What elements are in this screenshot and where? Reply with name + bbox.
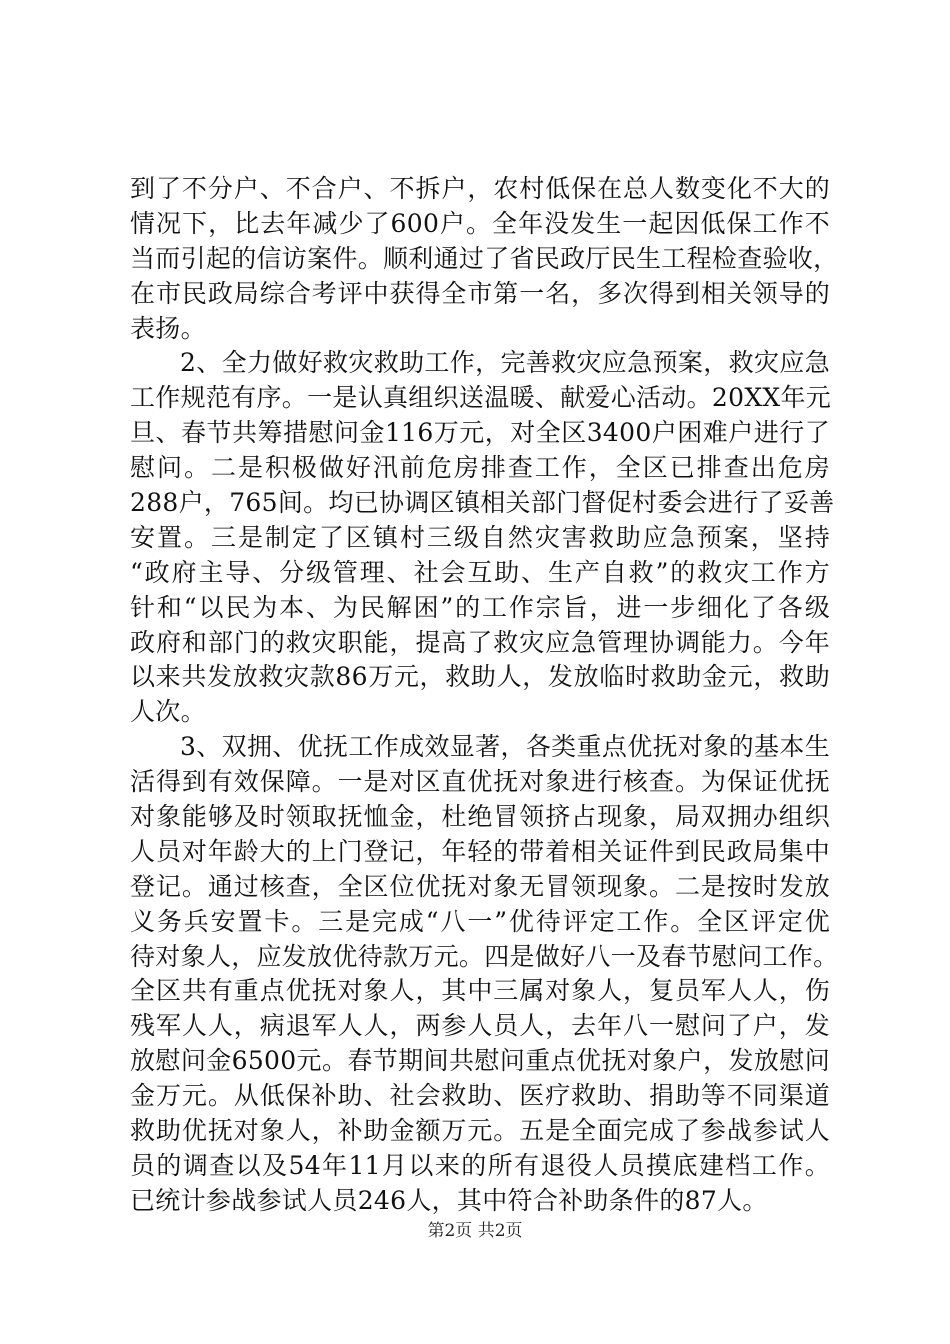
text-line: 以来共发放救灾款86万元，救助人，发放临时救助金元，救助 [130, 662, 830, 692]
text-line: 在市民政局综合考评中获得全市第一名，多次得到相关领导的 [130, 278, 830, 308]
text-line: 安置。三是制定了区镇村三级自然灾害救助应急预案，坚持 [130, 522, 830, 552]
text-line: 金万元。从低保补助、社会救助、医疗救助、捐助等不同渠道 [130, 1081, 830, 1111]
text-line: 活得到有效保障。一是对区直优抚对象进行核查。为保证优抚 [130, 767, 830, 797]
text-line: 人次。 [130, 697, 206, 727]
text-line: 全区共有重点优抚对象人，其中三属对象人，复员军人人，伤 [130, 976, 830, 1006]
text-line: 义务兵安置卡。三是完成“八一”优待评定工作。全区评定优 [130, 906, 830, 936]
paragraph-start-line: 2、全力做好救灾救助工作，完善救灾应急预案，救灾应急 [180, 348, 830, 378]
text-line: 待对象人，应发放优待款万元。四是做好八一及春节慰问工作。 [130, 941, 839, 971]
text-line: 工作规范有序。一是认真组织送温暖、献爱心活动。20XX年元 [130, 383, 832, 413]
text-line: 慰问。二是积极做好汛前危房排查工作，全区已排查出危房 [130, 453, 830, 483]
text-line: 到了不分户、不合户、不拆户，农村低保在总人数变化不大的 [130, 174, 830, 203]
document-body [130, 172, 839, 1219]
text-line: 表扬。 [130, 313, 206, 343]
text-line: 登记。通过核查，全区位优抚对象无冒领现象。二是按时发放 [130, 871, 830, 901]
text-line: 人员对年龄大的上门登记，年轻的带着相关证件到民政局集中 [130, 836, 830, 866]
text-line: 对象能够及时领取抚恤金，杜绝冒领挤占现象，局双拥办组织 [130, 802, 830, 832]
text-line: 政府和部门的救灾职能，提高了救灾应急管理协调能力。今年 [130, 627, 830, 657]
text-line: 情况下，比去年减少了600户。全年没发生一起因低保工作不 [130, 208, 830, 238]
page-number-footer: 第2页 共2页 [427, 1221, 523, 1241]
paragraph-start-line: 3、双拥、优抚工作成效显著，各类重点优抚对象的基本生 [180, 732, 830, 762]
text-line: “政府主导、分级管理、社会互助、生产自救”的救灾工作方 [130, 557, 830, 587]
text-line: 救助优抚对象人，补助金额万元。五是全面完成了参战参试人 [130, 1116, 830, 1146]
text-line: 针和“以民为本、为民解困”的工作宗旨，进一步细化了各级 [130, 592, 830, 622]
text-line: 当而引起的信访案件。顺利通过了省民政厅民生工程检查验收， [130, 243, 839, 273]
text-line: 已统计参战参试人员246人，其中符合补助条件的87人。 [130, 1185, 768, 1215]
text-line: 放慰问金6500元。春节期间共慰问重点优抚对象户，发放慰问 [130, 1046, 830, 1076]
text-line: 员的调查以及54年11月以来的所有退役人员摸底建档工作。 [130, 1150, 830, 1180]
text-line: 旦、春节共筹措慰问金116万元，对全区3400户困难户进行了 [130, 418, 830, 448]
text-line: 288户，765间。均已协调区镇相关部门督促村委会进行了妥善 [130, 488, 835, 518]
text-line: 残军人人，病退军人人，两参人员人，去年八一慰问了户，发 [130, 1011, 830, 1041]
